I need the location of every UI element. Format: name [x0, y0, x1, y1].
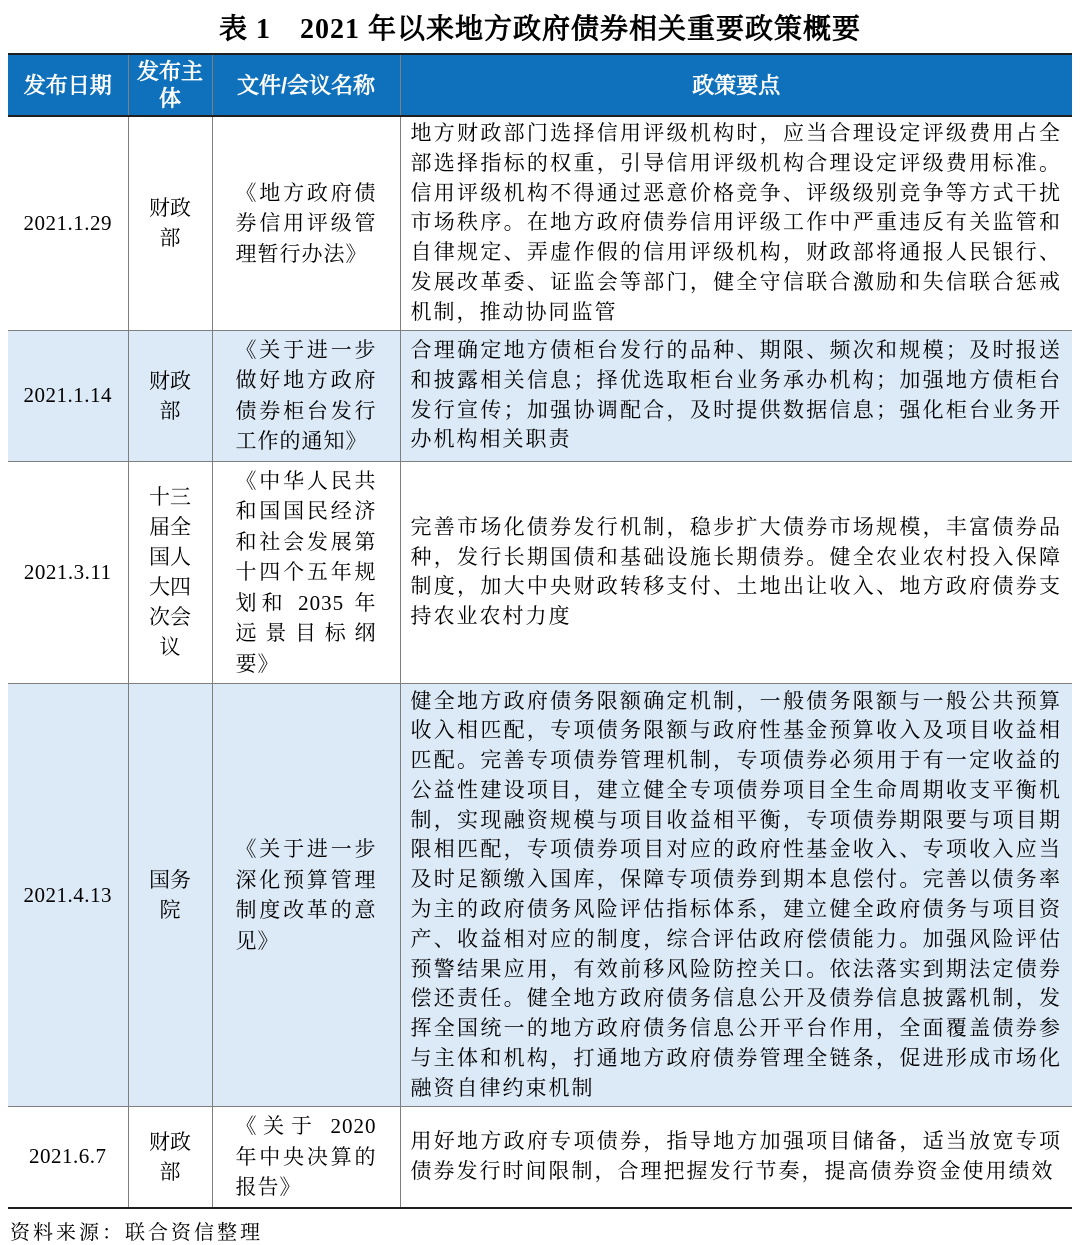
- policy-table: [8, 53, 1072, 1209]
- header-release-date: 发布日期: [8, 54, 128, 116]
- issuer-cell: 十三届全国人大四次会议: [128, 461, 212, 684]
- points-cell: 用好地方政府专项债券，指导地方加强项目储备，适当放宽专项债券发行时间限制，合理把握发行节奏，提高债券资金使用绩效: [400, 1107, 1072, 1208]
- document-cell: 《中华人民共和国国民经济和社会发展第十四个五年规划和 2035 年远景目标纲要》: [212, 461, 400, 684]
- header-policy-points: 政策要点: [400, 54, 1072, 116]
- table-row: [8, 461, 1072, 684]
- header-issuer: 发布主体: [128, 54, 212, 116]
- points-cell: 合理确定地方债柜台发行的品种、期限、频次和规模；及时报送和披露相关信息；择优选取柜台业务承办机构；加强地方债柜台发行宣传；加强协调配合，及时提供数据信息；强化柜台业务开办机构相关职责: [400, 330, 1072, 461]
- table-header: [8, 54, 1072, 116]
- date-cell: 2021.3.11: [8, 461, 128, 684]
- document-cell: 《关于进一步做好地方政府债券柜台发行工作的通知》: [212, 330, 400, 461]
- date-cell: 2021.4.13: [8, 684, 128, 1107]
- header-document-name: 文件/会议名称: [212, 54, 400, 116]
- table-row: [8, 684, 1072, 1107]
- issuer-cell: 国务院: [128, 684, 212, 1107]
- issuer-cell: 财政部: [128, 330, 212, 461]
- page-title: 表 1 2021 年以来地方政府债券相关重要政策概要: [218, 14, 861, 45]
- source-note: 资料来源：联合资信整理: [10, 1221, 263, 1244]
- table-row: [8, 1107, 1072, 1208]
- points-cell: 健全地方政府债务限额确定机制，一般债务限额与一般公共预算收入相匹配，专项债务限额与政府性基金预算收入及项目收益相匹配。完善专项债券管理机制，专项债券必须用于有一定收益的公益性建设项目，建立健全专项债券项目全生命周期收支平衡机制，实现融资规模与项目收益相平衡，专项债券期限要与项目期限相匹配，专项债券项目对应的政府性基金收入、专项收入应当及时足额缴入国库，保障专项债券到期本息偿付。完善以债务率为主的政府债务风险评估指标体系，建立健全政府债务与项目资产、收益相对应的制度，综合评估政府偿债能力。加强风险评估预警结果应用，有效前移风险防控关口。依法落实到期法定债券偿还责任。健全地方政府债务信息公开及债券信息披露机制，发挥全国统一的地方政府债务信息公开平台作用，全面覆盖债券参与主体和机构，打通地方政府债券管理全链条，促进形成市场化融资自律约束机制: [400, 684, 1072, 1107]
- points-cell: 地方财政部门选择信用评级机构时，应当合理设定评级费用占全部选择指标的权重，引导信用评级机构合理设定评级费用标准。信用评级机构不得通过恶意价格竞争、评级级别竞争等方式干扰市场秩序。在地方政府债券信用评级工作中严重违反有关监管和自律规定、弄虚作假的信用评级机构，财政部将通报人民银行、发展改革委、证监会等部门，健全守信联合激励和失信联合惩戒机制，推动协同监管: [400, 116, 1072, 330]
- table-row: [8, 330, 1072, 461]
- date-cell: 2021.1.29: [8, 116, 128, 330]
- document-cell: 《地方政府债券信用评级管理暂行办法》: [212, 116, 400, 330]
- issuer-cell: 财政部: [128, 1107, 212, 1208]
- header-row: [8, 54, 1072, 116]
- document-cell: 《关于进一步深化预算管理制度改革的意见》: [212, 684, 400, 1107]
- table-row: [8, 116, 1072, 330]
- date-cell: 2021.1.14: [8, 330, 128, 461]
- issuer-cell: 财政部: [128, 116, 212, 330]
- document-cell: 《关于 2020 年中央决算的报告》: [212, 1107, 400, 1208]
- table-body: [8, 116, 1072, 1208]
- points-cell: 完善市场化债券发行机制，稳步扩大债券市场规模，丰富债券品种，发行长期国债和基础设施长期债券。健全农业农村投入保障制度，加大中央财政转移支付、土地出让收入、地方政府债券支持农业农村力度: [400, 461, 1072, 684]
- date-cell: 2021.6.7: [8, 1107, 128, 1208]
